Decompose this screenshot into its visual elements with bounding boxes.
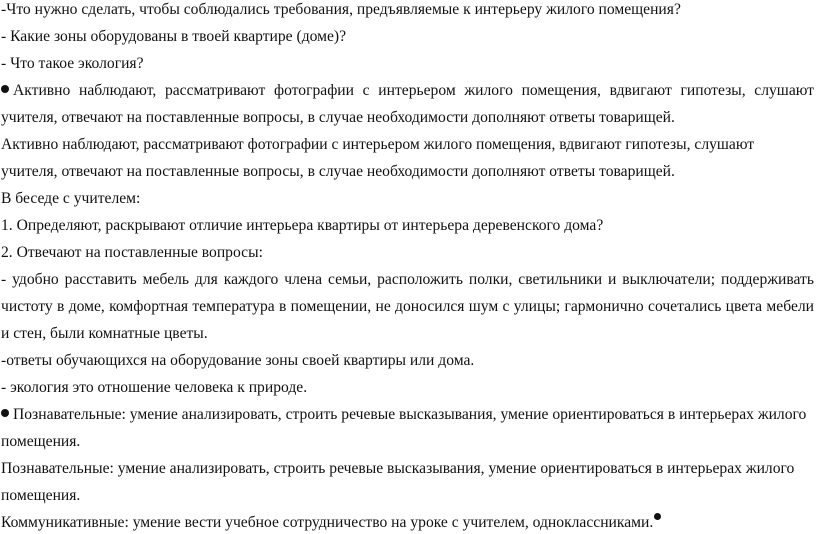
- answer-line-1: [1, 270, 814, 290]
- activity-paragraph-2-line-2: [1, 162, 675, 182]
- answer-text-3: и стен, были комнатные цветы.: [1, 325, 208, 342]
- bullet-icon: [654, 513, 661, 520]
- conversation-heading: [1, 189, 140, 209]
- numbered-item-2: [1, 243, 263, 263]
- question-line-1: [1, 0, 681, 20]
- answer-text-2: чистоту в доме, комфортная температура в помещении, не доносился шум с улицы; гармонично сочетались цвета мебели: [1, 298, 814, 315]
- ecology-definition-line: [1, 378, 307, 398]
- numbered-item-2-text: 2. Отвечают на поставленные вопросы:: [1, 244, 263, 261]
- conversation-heading-text: В беседе с учителем:: [1, 190, 141, 207]
- question-line-2: [1, 27, 346, 47]
- student-answers-line: [1, 351, 474, 371]
- cognitive-skills-1-line-2: [1, 432, 80, 452]
- activity-text-1a: Активно наблюдают, рассматривают фотографии с интерьером жилого помещения, вдвигают гипотезы, слушают: [13, 82, 814, 99]
- answer-line-2: [1, 297, 814, 317]
- answer-text-1: - удобно расставить мебель для каждого члена семьи, расположить полки, светильники и выключатели; поддерживать: [1, 271, 814, 288]
- bullet-icon: [1, 85, 9, 93]
- activity-text-1b: учителя, отвечают на поставленные вопросы, в случае необходимости дополняют ответы товарищей.: [1, 109, 675, 126]
- question-text-2: - Какие зоны оборудованы в твоей квартире (доме)?: [1, 28, 347, 45]
- numbered-item-1: [1, 216, 603, 236]
- cognitive-skills-2-text-b: помещения.: [1, 487, 81, 504]
- student-answers-text: -ответы обучающихся на оборудование зоны своей квартиры или дома.: [1, 352, 475, 369]
- question-line-3: [1, 54, 144, 74]
- cognitive-skills-1-line-1: [1, 405, 806, 425]
- bullet-icon: [1, 409, 9, 417]
- activity-paragraph-1-line-1: [1, 81, 814, 101]
- cognitive-skills-1-text-a: Познавательные: умение анализировать, строить речевые высказывания, умение ориентироваться в интерьерах жилого: [13, 406, 807, 423]
- cognitive-skills-2-line-1: [1, 459, 794, 479]
- answer-line-3: [1, 324, 208, 344]
- activity-paragraph-1-line-2: [1, 108, 675, 128]
- ecology-definition-text: - экология это отношение человека к природе.: [1, 379, 308, 396]
- cognitive-skills-1-text-b: помещения.: [1, 433, 81, 450]
- cognitive-skills-2-text-a: Познавательные: умение анализировать, строить речевые высказывания, умение ориентироваться в интерьерах жилого: [1, 460, 795, 477]
- cognitive-skills-2-line-2: [1, 486, 80, 506]
- numbered-item-1-text: 1. Определяют, раскрывают отличие интерьера квартиры от интерьера деревенского дома?: [1, 217, 604, 234]
- communicative-skills-line: [1, 513, 661, 533]
- question-text-1: -Что нужно сделать, чтобы соблюдались требования, предъявляемые к интерьеру жилого помещения?: [1, 1, 681, 18]
- activity-text-2b: учителя, отвечают на поставленные вопросы, в случае необходимости дополняют ответы товарищей.: [1, 163, 675, 180]
- question-text-3: - Что такое экология?: [1, 55, 144, 72]
- activity-paragraph-2-line-1: [1, 135, 754, 155]
- activity-text-2a: Активно наблюдают, рассматривают фотографии с интерьером жилого помещения, вдвигают гипотезы, слушают: [1, 136, 755, 153]
- communicative-skills-text: Коммуникативные: умение вести учебное сотрудничество на уроке с учителем, одноклассниками.: [1, 514, 654, 531]
